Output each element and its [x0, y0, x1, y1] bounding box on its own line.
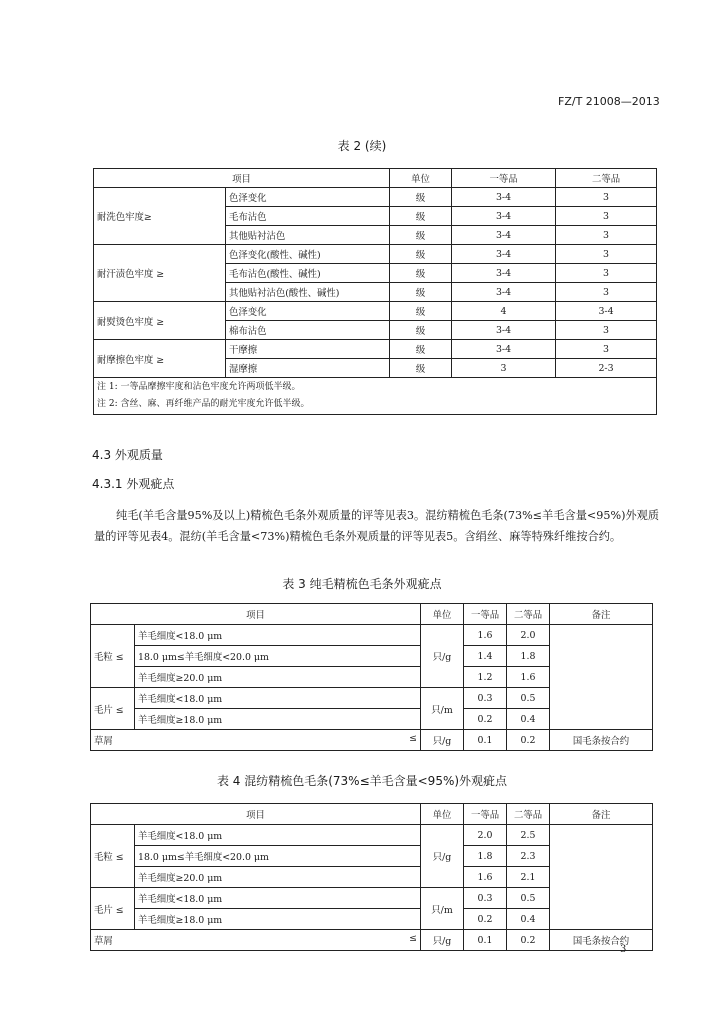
sub-item: 羊毛细度<18.0 μm [135, 825, 421, 846]
second-grade-cell: 3-4 [556, 302, 657, 321]
table3-header-unit: 单位 [421, 604, 464, 625]
table4-header-item: 项目 [91, 804, 421, 825]
first-grade-cell: 3-4 [452, 245, 556, 264]
sub-item: 其他贴衬沾色(酸性、碱性) [226, 283, 390, 302]
first-grade-cell: 0.1 [464, 930, 507, 951]
table3-header-item: 项目 [91, 604, 421, 625]
remark-cell-empty [550, 825, 653, 930]
second-grade-cell: 0.4 [507, 709, 550, 730]
second-grade-cell: 3 [556, 264, 657, 283]
first-grade-cell: 0.3 [464, 688, 507, 709]
maopian-label [91, 688, 135, 730]
group-label: 耐汗渍色牢度 ≥ [94, 245, 226, 302]
second-grade-cell: 0.4 [507, 909, 550, 930]
table2-notes-row [94, 378, 657, 415]
sub-item: 棉布沾色 [226, 321, 390, 340]
second-grade-cell: 3 [556, 283, 657, 302]
unit-cell: 只/g [421, 930, 464, 951]
page-number: 3 [620, 944, 627, 955]
body-paragraph: 纯毛(羊毛含量95%及以上)精梳色毛条外观质量的评等见表3。混纺精梳色毛条(73%≤羊毛含量<95%)外观质量的评等见表4。混纺(羊毛含量<73%)精梳色毛条外观质量的评等见表5。含绢丝、麻等特殊纤维按合约。 [94, 509, 660, 543]
first-grade-cell: 3-4 [452, 207, 556, 226]
table4-header-first: 一等品 [464, 804, 507, 825]
first-grade-cell: 3-4 [452, 321, 556, 340]
first-grade-cell: 3-4 [452, 340, 556, 359]
caoxie-sign: ≤ [409, 733, 418, 744]
table2-header-second: 二等品 [556, 169, 657, 188]
table2-note-2: 注 2: 含丝、麻、再纤维产品的耐光牢度允许低半级。 [97, 399, 310, 409]
table2-caption: 表 2 (续) [337, 139, 387, 153]
group-label: 耐摩擦色牢度 ≥ [94, 340, 226, 378]
maopian-sign: ≤ [115, 704, 124, 716]
table4 [90, 803, 653, 951]
unit-cell: 只/g [421, 730, 464, 751]
maoli-name: 毛粒 [94, 652, 113, 663]
unit-cell: 级 [390, 359, 452, 378]
second-grade-cell: 0.2 [507, 930, 550, 951]
first-grade-cell: 3-4 [452, 188, 556, 207]
unit-cell: 只/m [421, 688, 464, 730]
remark-cell: 国毛条按合约 [550, 730, 653, 751]
remark-cell: 国毛条按合约 [550, 930, 653, 951]
sub-item: 羊毛细度<18.0 μm [135, 688, 421, 709]
table2-notes [94, 378, 657, 415]
table-row [94, 245, 657, 264]
first-grade-cell: 3-4 [452, 264, 556, 283]
first-grade-cell: 0.2 [464, 909, 507, 930]
first-grade-cell: 3-4 [452, 283, 556, 302]
table3-caption: 表 3 纯毛精梳色毛条外观疵点 [282, 577, 442, 591]
table3-header-second: 二等品 [507, 604, 550, 625]
standard-code: FZ/T 21008—2013 [558, 95, 660, 108]
first-grade-cell: 3-4 [452, 226, 556, 245]
sub-item: 色泽变化(酸性、碱性) [226, 245, 390, 264]
maoli-label [91, 625, 135, 688]
sub-item: 色泽变化 [226, 302, 390, 321]
remark-cell-empty [550, 625, 653, 730]
table-row [91, 730, 653, 751]
unit-cell: 级 [390, 340, 452, 359]
section-heading-4-3-1: 4.3.1 外观疵点 [92, 477, 175, 491]
second-grade-cell: 2.3 [507, 846, 550, 867]
sub-item: 18.0 μm≤羊毛细度<20.0 μm [135, 646, 421, 667]
first-grade-cell: 4 [452, 302, 556, 321]
unit-cell: 级 [390, 207, 452, 226]
second-grade-cell: 3 [556, 188, 657, 207]
first-grade-cell: 3 [452, 359, 556, 378]
sub-item: 羊毛细度≥18.0 μm [135, 709, 421, 730]
table-row [94, 188, 657, 207]
table2 [93, 168, 657, 415]
table2-note-1: 注 1: 一等品摩擦牢度和沾色牢度允许两项低半级。 [97, 382, 301, 392]
second-grade-cell: 3 [556, 321, 657, 340]
sub-item: 湿摩擦 [226, 359, 390, 378]
unit-cell: 只/g [421, 825, 464, 888]
sub-item: 羊毛细度≥20.0 μm [135, 867, 421, 888]
unit-cell: 级 [390, 302, 452, 321]
maoli-sign: ≤ [115, 852, 124, 863]
table-row [94, 340, 657, 359]
table4-header-remark: 备注 [550, 804, 653, 825]
sub-item: 羊毛细度≥20.0 μm [135, 667, 421, 688]
first-grade-cell: 1.8 [464, 846, 507, 867]
table3-header-row [91, 604, 653, 625]
table2-header-first: 一等品 [452, 169, 556, 188]
group-label: 耐熨烫色牢度 ≥ [94, 302, 226, 340]
first-grade-cell: 1.4 [464, 646, 507, 667]
section-heading-4-3: 4.3 外观质量 [92, 448, 163, 462]
first-grade-cell: 1.6 [464, 867, 507, 888]
second-grade-cell: 2.5 [507, 825, 550, 846]
second-grade-cell: 1.8 [507, 646, 550, 667]
second-grade-cell: 3 [556, 245, 657, 264]
maopian-name: 毛片 [94, 904, 113, 916]
sub-item: 羊毛细度<18.0 μm [135, 625, 421, 646]
unit-cell: 级 [390, 188, 452, 207]
unit-cell: 只/m [421, 888, 464, 930]
caoxie-name: 草屑 [94, 936, 113, 947]
maopian-label [91, 888, 135, 930]
caoxie-label [91, 730, 421, 751]
second-grade-cell: 2-3 [556, 359, 657, 378]
second-grade-cell: 0.5 [507, 888, 550, 909]
maopian-sign: ≤ [115, 904, 124, 916]
second-grade-cell: 2.0 [507, 625, 550, 646]
sub-item: 其他贴衬沾色 [226, 226, 390, 245]
table4-header-unit: 单位 [421, 804, 464, 825]
second-grade-cell: 0.5 [507, 688, 550, 709]
unit-cell: 级 [390, 321, 452, 340]
first-grade-cell: 0.3 [464, 888, 507, 909]
second-grade-cell: 0.2 [507, 730, 550, 751]
second-grade-cell: 1.6 [507, 667, 550, 688]
table-row [91, 825, 653, 846]
unit-cell: 级 [390, 264, 452, 283]
table2-header-row [94, 169, 657, 188]
unit-cell: 级 [390, 226, 452, 245]
table-row [91, 625, 653, 646]
second-grade-cell: 3 [556, 207, 657, 226]
table2-header-item: 项目 [94, 169, 390, 188]
sub-item: 毛布沾色(酸性、碱性) [226, 264, 390, 283]
table3-header-first: 一等品 [464, 604, 507, 625]
table-row [91, 930, 653, 951]
maoli-label [91, 825, 135, 888]
unit-cell: 只/g [421, 625, 464, 688]
unit-cell: 级 [390, 245, 452, 264]
unit-cell: 级 [390, 283, 452, 302]
second-grade-cell: 3 [556, 226, 657, 245]
sub-item: 毛布沾色 [226, 207, 390, 226]
maoli-sign: ≤ [115, 652, 124, 663]
table2-header-unit: 单位 [390, 169, 452, 188]
sub-item: 羊毛细度<18.0 μm [135, 888, 421, 909]
first-grade-cell: 0.1 [464, 730, 507, 751]
table-row [94, 302, 657, 321]
table3-header-remark: 备注 [550, 604, 653, 625]
table3 [90, 603, 653, 751]
first-grade-cell: 1.6 [464, 625, 507, 646]
sub-item: 干摩擦 [226, 340, 390, 359]
second-grade-cell: 3 [556, 340, 657, 359]
table4-header-row [91, 804, 653, 825]
sub-item: 18.0 μm≤羊毛细度<20.0 μm [135, 846, 421, 867]
caoxie-sign: ≤ [409, 933, 418, 944]
sub-item: 羊毛细度≥18.0 μm [135, 909, 421, 930]
group-label: 耐洗色牢度≥ [94, 188, 226, 245]
first-grade-cell: 1.2 [464, 667, 507, 688]
caoxie-name: 草屑 [94, 736, 113, 747]
table4-header-second: 二等品 [507, 804, 550, 825]
maoli-name: 毛粒 [94, 852, 113, 863]
first-grade-cell: 2.0 [464, 825, 507, 846]
second-grade-cell: 2.1 [507, 867, 550, 888]
table4-caption: 表 4 混纺精梳色毛条(73%≤羊毛含量<95%)外观疵点 [216, 774, 508, 788]
maopian-name: 毛片 [94, 704, 113, 716]
first-grade-cell: 0.2 [464, 709, 507, 730]
caoxie-label [91, 930, 421, 951]
sub-item: 色泽变化 [226, 188, 390, 207]
